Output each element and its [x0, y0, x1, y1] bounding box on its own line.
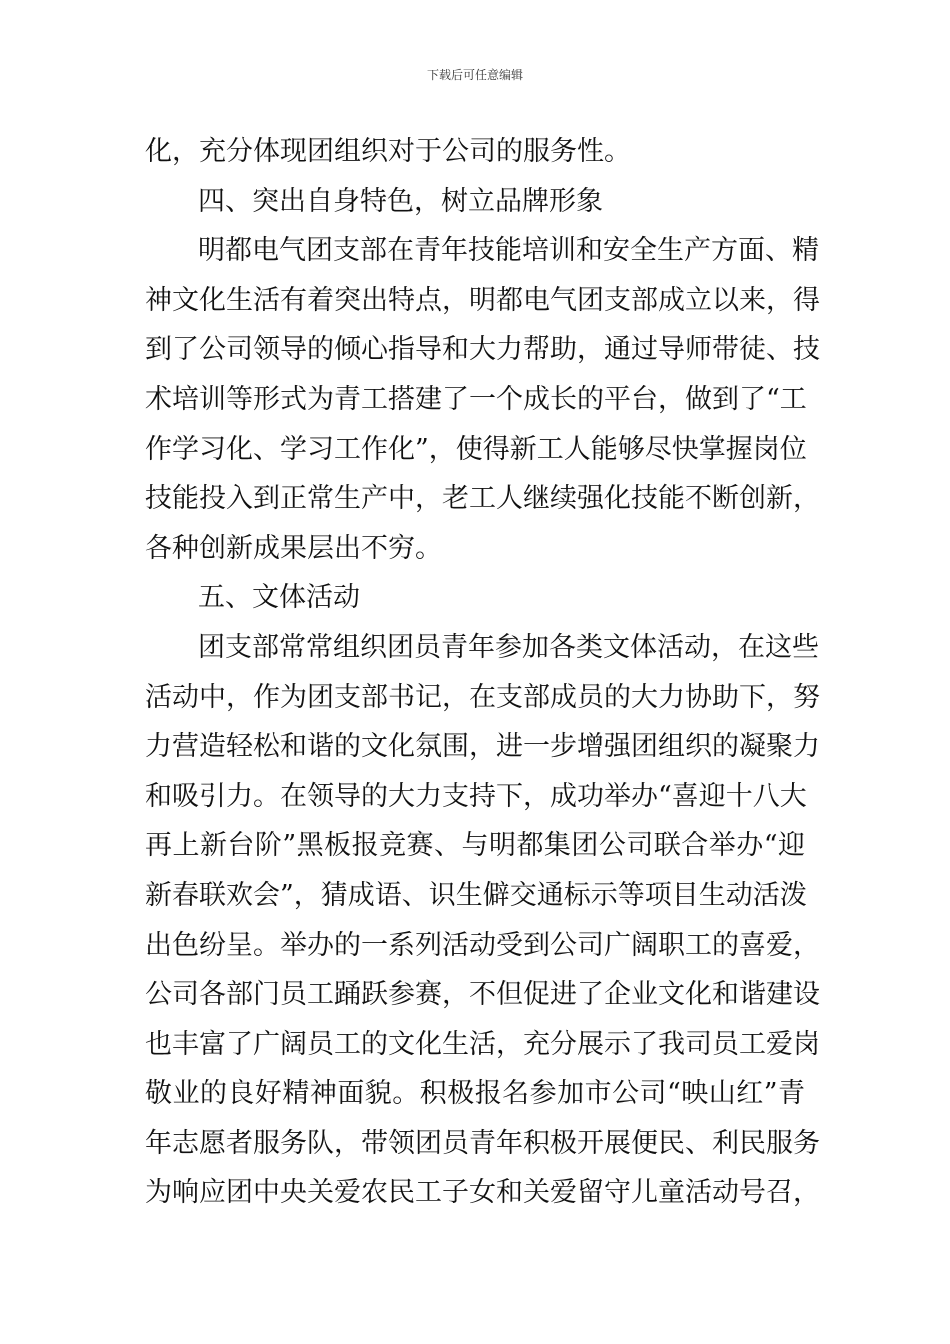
body-line: 神文化生活有着突出特点，明都电气团支部成立以来，得	[145, 284, 820, 316]
document-body	[145, 127, 820, 1218]
body-line: 再上新台阶”黑板报竞赛、与明都集团公司联合举办“迎	[145, 830, 805, 862]
body-line: 到了公司领导的倾心指导和大力帮助，通过导师带徒、技	[145, 334, 820, 366]
body-line: 力营造轻松和谐的文化氛围，进一步增强团组织的凝聚力	[145, 731, 820, 763]
body-line: 敬业的良好精神面貌。积极报名参加市公司“映山红”青	[145, 1078, 805, 1110]
body-line: 团支部常常组织团员青年参加各类文体活动，在这些	[198, 631, 819, 663]
section-heading: 四、突出自身特色，树立品牌形象	[198, 185, 603, 217]
body-line: 新春联欢会”，猜成语、识生僻交通标示等项目生动活泼	[145, 879, 807, 911]
section-heading: 五、文体活动	[198, 582, 360, 614]
body-line: 明都电气团支部在青年技能培训和安全生产方面、精	[198, 235, 819, 267]
body-line: 公司各部门员工踊跃参赛，不但促进了企业文化和谐建设	[145, 979, 820, 1011]
body-line: 化，充分体现团组织对于公司的服务性。	[145, 136, 631, 167]
body-line: 和吸引力。在领导的大力支持下，成功举办“喜迎十八大	[145, 780, 807, 812]
body-line: 作学习化、学习工作化”，使得新工人能够尽快掌握岗位	[145, 433, 807, 465]
body-line: 为响应团中央关爱农民工子女和关爱留守儿童活动号召，	[145, 1177, 820, 1209]
body-line: 也丰富了广阔员工的文化生活，充分展示了我司员工爱岗	[145, 1028, 820, 1060]
body-line: 出色纷呈。举办的一系列活动受到公司广阔职工的喜爱，	[145, 929, 820, 961]
body-line: 年志愿者服务队，带领团员青年积极开展便民、利民服务	[145, 1127, 820, 1159]
body-line: 技能投入到正常生产中，老工人继续强化技能不断创新，	[145, 483, 820, 515]
body-line: 术培训等形式为青工搭建了一个成长的平台，做到了“工	[145, 383, 807, 415]
page-header: 下载后可任意编辑	[426, 68, 523, 82]
body-line: 活动中，作为团支部书记，在支部成员的大力协助下，努	[145, 681, 820, 713]
body-line: 各种创新成果层出不穷。	[145, 532, 442, 564]
